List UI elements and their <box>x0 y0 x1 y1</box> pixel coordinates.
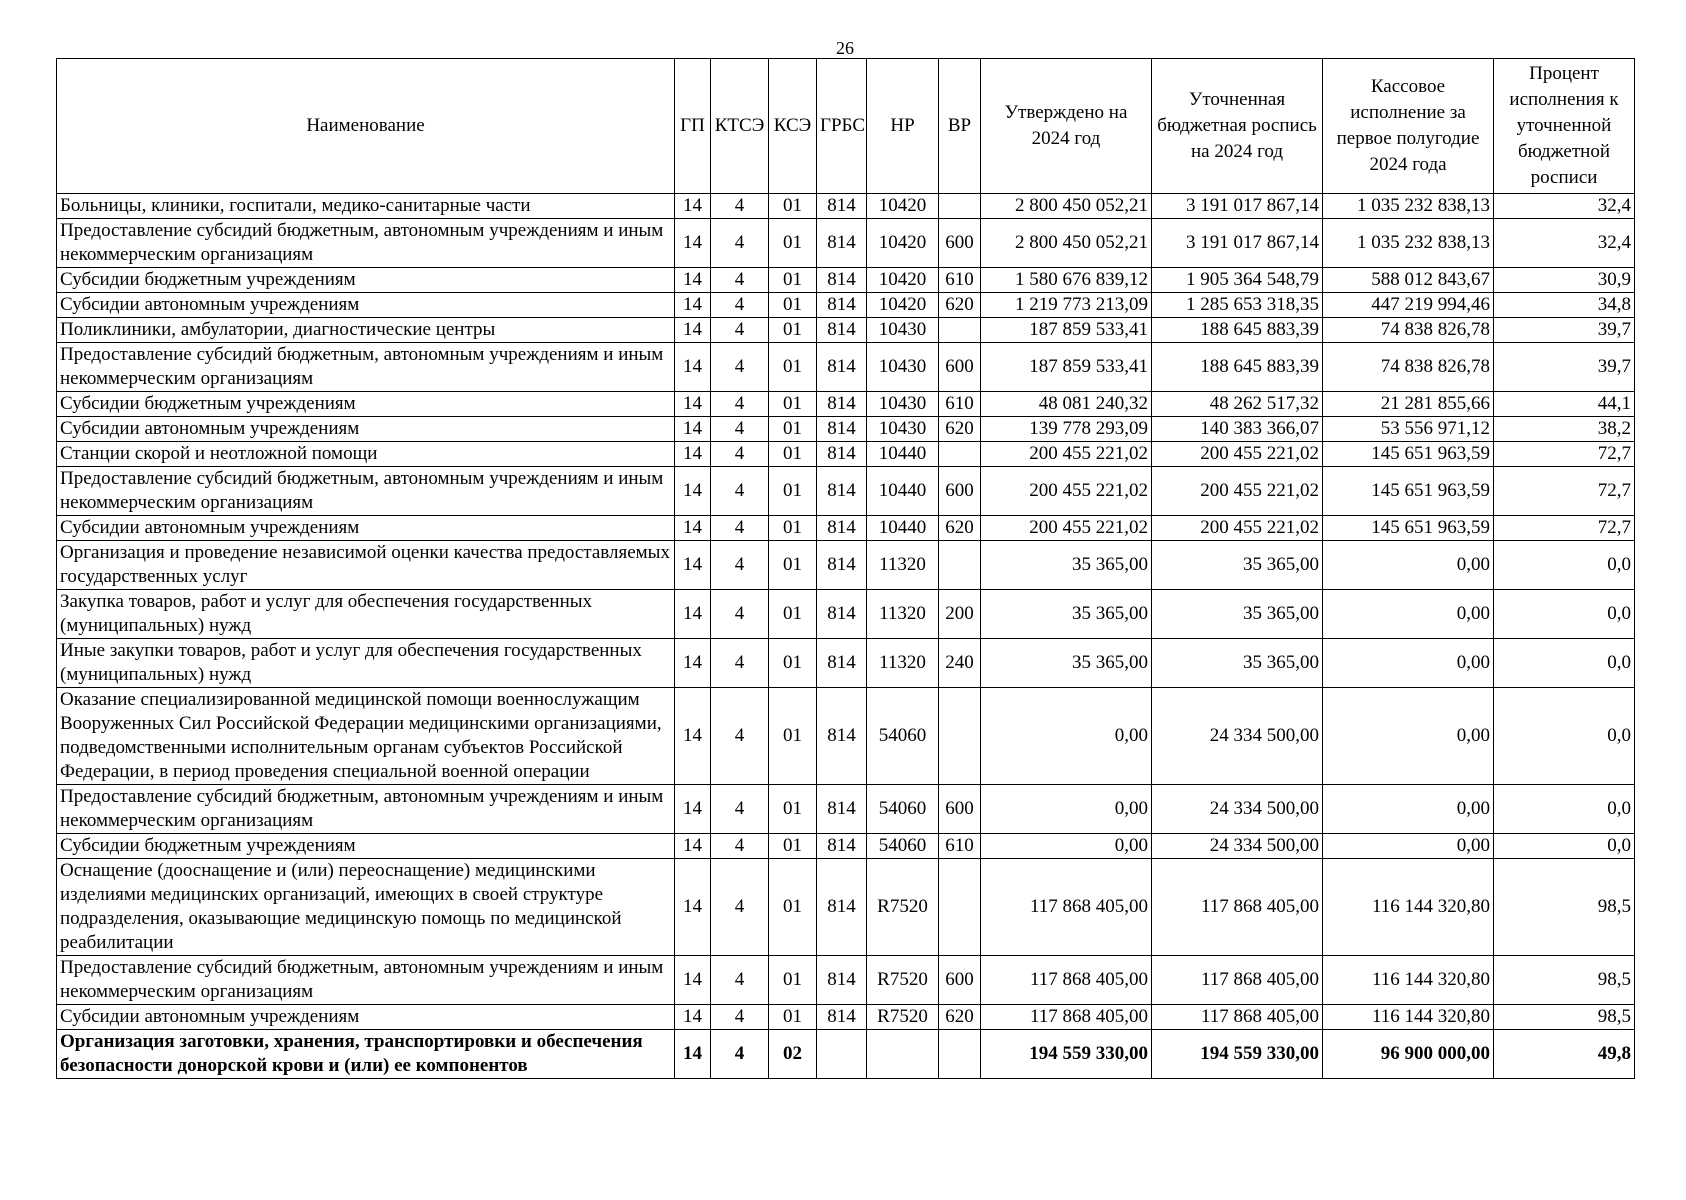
cell-name: Субсидии автономным учреждениям <box>57 417 675 442</box>
cell-vr <box>939 1030 981 1079</box>
cell-revised: 48 262 517,32 <box>1152 392 1323 417</box>
cell-revised: 194 559 330,00 <box>1152 1030 1323 1079</box>
cell-nr: 10420 <box>867 219 939 268</box>
cell-approved: 117 868 405,00 <box>981 1005 1152 1030</box>
cell-gp: 14 <box>675 467 711 516</box>
cell-name: Станции скорой и неотложной помощи <box>57 442 675 467</box>
table-row <box>57 688 1635 785</box>
cell-gp: 14 <box>675 516 711 541</box>
header-gp: ГП <box>675 59 711 194</box>
cell-cash: 0,00 <box>1323 688 1494 785</box>
table-row <box>57 318 1635 343</box>
cell-vr: 240 <box>939 639 981 688</box>
cell-gp: 14 <box>675 688 711 785</box>
cell-percent: 30,9 <box>1494 268 1635 293</box>
header-name: Наименование <box>57 59 675 194</box>
header-cash: Кассовое исполнение за первое полугодие 2024 года <box>1323 59 1494 194</box>
cell-revised: 200 455 221,02 <box>1152 516 1323 541</box>
cell-gp: 14 <box>675 956 711 1005</box>
cell-grbs: 814 <box>817 1005 867 1030</box>
cell-percent: 39,7 <box>1494 343 1635 392</box>
cell-approved: 194 559 330,00 <box>981 1030 1152 1079</box>
cell-grbs: 814 <box>817 343 867 392</box>
cell-ktse: 4 <box>711 219 769 268</box>
cell-name: Субсидии бюджетным учреждениям <box>57 834 675 859</box>
cell-kse: 01 <box>769 859 817 956</box>
cell-ktse: 4 <box>711 467 769 516</box>
table-row <box>57 293 1635 318</box>
cell-kse: 01 <box>769 392 817 417</box>
cell-vr: 200 <box>939 590 981 639</box>
cell-gp: 14 <box>675 1030 711 1079</box>
cell-ktse: 4 <box>711 293 769 318</box>
cell-name: Предоставление субсидий бюджетным, автономным учреждениям и иным некоммерческим организациям <box>57 343 675 392</box>
cell-vr: 620 <box>939 293 981 318</box>
page-number: 26 <box>836 38 854 58</box>
cell-gp: 14 <box>675 1005 711 1030</box>
cell-approved: 1 219 773 213,09 <box>981 293 1152 318</box>
cell-grbs: 814 <box>817 541 867 590</box>
header-revised: Уточненная бюджетная роспись на 2024 год <box>1152 59 1323 194</box>
cell-nr: 10440 <box>867 467 939 516</box>
cell-approved: 139 778 293,09 <box>981 417 1152 442</box>
cell-cash: 21 281 855,66 <box>1323 392 1494 417</box>
cell-name: Организация и проведение независимой оценки качества предоставляемых государственных услуг <box>57 541 675 590</box>
cell-approved: 117 868 405,00 <box>981 859 1152 956</box>
cell-percent: 72,7 <box>1494 467 1635 516</box>
cell-gp: 14 <box>675 590 711 639</box>
cell-percent: 0,0 <box>1494 639 1635 688</box>
cell-gp: 14 <box>675 268 711 293</box>
cell-nr: 54060 <box>867 785 939 834</box>
cell-ktse: 4 <box>711 318 769 343</box>
cell-nr: 10430 <box>867 343 939 392</box>
cell-kse: 01 <box>769 688 817 785</box>
cell-percent: 49,8 <box>1494 1030 1635 1079</box>
cell-gp: 14 <box>675 417 711 442</box>
cell-kse: 01 <box>769 541 817 590</box>
cell-percent: 98,5 <box>1494 1005 1635 1030</box>
cell-ktse: 4 <box>711 194 769 219</box>
cell-name: Организация заготовки, хранения, транспортировки и обеспечения безопасности донорской крови и (или) ее компонентов <box>57 1030 675 1079</box>
cell-grbs: 814 <box>817 688 867 785</box>
cell-vr: 620 <box>939 417 981 442</box>
table-row <box>57 785 1635 834</box>
cell-ktse: 4 <box>711 516 769 541</box>
cell-approved: 35 365,00 <box>981 590 1152 639</box>
cell-grbs: 814 <box>817 318 867 343</box>
cell-revised: 200 455 221,02 <box>1152 467 1323 516</box>
cell-revised: 117 868 405,00 <box>1152 859 1323 956</box>
cell-kse: 01 <box>769 318 817 343</box>
cell-approved: 35 365,00 <box>981 541 1152 590</box>
cell-cash: 0,00 <box>1323 639 1494 688</box>
budget-execution-table <box>56 58 1635 1079</box>
table-row <box>57 834 1635 859</box>
cell-nr: 10440 <box>867 516 939 541</box>
cell-ktse: 4 <box>711 956 769 1005</box>
table-row <box>57 590 1635 639</box>
cell-percent: 98,5 <box>1494 956 1635 1005</box>
cell-vr: 610 <box>939 834 981 859</box>
cell-ktse: 4 <box>711 859 769 956</box>
cell-grbs: 814 <box>817 293 867 318</box>
cell-percent: 38,2 <box>1494 417 1635 442</box>
cell-vr <box>939 194 981 219</box>
cell-gp: 14 <box>675 194 711 219</box>
cell-nr: 10430 <box>867 392 939 417</box>
cell-grbs: 814 <box>817 785 867 834</box>
cell-nr: 54060 <box>867 688 939 785</box>
cell-gp: 14 <box>675 219 711 268</box>
table-row <box>57 194 1635 219</box>
cell-cash: 116 144 320,80 <box>1323 956 1494 1005</box>
cell-ktse: 4 <box>711 590 769 639</box>
cell-name: Закупка товаров, работ и услуг для обеспечения государственных (муниципальных) нужд <box>57 590 675 639</box>
cell-ktse: 4 <box>711 268 769 293</box>
cell-cash: 1 035 232 838,13 <box>1323 194 1494 219</box>
cell-revised: 35 365,00 <box>1152 590 1323 639</box>
cell-revised: 188 645 883,39 <box>1152 318 1323 343</box>
cell-kse: 01 <box>769 442 817 467</box>
table-row <box>57 1005 1635 1030</box>
table-row <box>57 268 1635 293</box>
cell-grbs: 814 <box>817 956 867 1005</box>
cell-ktse: 4 <box>711 834 769 859</box>
table-row <box>57 392 1635 417</box>
cell-vr <box>939 688 981 785</box>
cell-nr: 11320 <box>867 590 939 639</box>
cell-revised: 140 383 366,07 <box>1152 417 1323 442</box>
cell-nr: 10430 <box>867 318 939 343</box>
cell-cash: 0,00 <box>1323 590 1494 639</box>
cell-name: Оснащение (дооснащение и (или) переоснащение) медицинскими изделиями медицинских организаций, имеющих в своей структуре подразделения, оказывающие медицинскую помощь по медицинской реабилитации <box>57 859 675 956</box>
cell-vr: 620 <box>939 1005 981 1030</box>
cell-cash: 116 144 320,80 <box>1323 859 1494 956</box>
cell-revised: 24 334 500,00 <box>1152 834 1323 859</box>
cell-grbs: 814 <box>817 442 867 467</box>
cell-grbs <box>817 1030 867 1079</box>
cell-percent: 72,7 <box>1494 516 1635 541</box>
cell-approved: 35 365,00 <box>981 639 1152 688</box>
cell-revised: 1 905 364 548,79 <box>1152 268 1323 293</box>
cell-grbs: 814 <box>817 590 867 639</box>
cell-vr <box>939 442 981 467</box>
cell-vr: 600 <box>939 467 981 516</box>
cell-approved: 200 455 221,02 <box>981 442 1152 467</box>
cell-nr: 11320 <box>867 639 939 688</box>
table-body <box>57 194 1635 1079</box>
cell-gp: 14 <box>675 785 711 834</box>
cell-name: Субсидии бюджетным учреждениям <box>57 268 675 293</box>
table-row <box>57 516 1635 541</box>
cell-revised: 35 365,00 <box>1152 639 1323 688</box>
cell-percent: 0,0 <box>1494 541 1635 590</box>
cell-percent: 0,0 <box>1494 785 1635 834</box>
cell-nr: 10420 <box>867 293 939 318</box>
header-ktse: КТСЭ <box>711 59 769 194</box>
table-row <box>57 639 1635 688</box>
cell-ktse: 4 <box>711 442 769 467</box>
cell-approved: 2 800 450 052,21 <box>981 219 1152 268</box>
header-kse: КСЭ <box>769 59 817 194</box>
cell-approved: 0,00 <box>981 834 1152 859</box>
cell-grbs: 814 <box>817 194 867 219</box>
cell-revised: 188 645 883,39 <box>1152 343 1323 392</box>
cell-vr: 600 <box>939 343 981 392</box>
cell-cash: 74 838 826,78 <box>1323 318 1494 343</box>
cell-cash: 0,00 <box>1323 834 1494 859</box>
cell-vr: 610 <box>939 268 981 293</box>
cell-approved: 187 859 533,41 <box>981 318 1152 343</box>
cell-grbs: 814 <box>817 859 867 956</box>
cell-ktse: 4 <box>711 343 769 392</box>
cell-ktse: 4 <box>711 639 769 688</box>
cell-grbs: 814 <box>817 219 867 268</box>
cell-percent: 32,4 <box>1494 219 1635 268</box>
cell-grbs: 814 <box>817 392 867 417</box>
cell-cash: 53 556 971,12 <box>1323 417 1494 442</box>
cell-kse: 01 <box>769 516 817 541</box>
cell-grbs: 814 <box>817 417 867 442</box>
cell-kse: 01 <box>769 194 817 219</box>
cell-cash: 145 651 963,59 <box>1323 516 1494 541</box>
cell-approved: 2 800 450 052,21 <box>981 194 1152 219</box>
cell-nr: R7520 <box>867 956 939 1005</box>
cell-name: Иные закупки товаров, работ и услуг для обеспечения государственных (муниципальных) нужд <box>57 639 675 688</box>
cell-kse: 01 <box>769 956 817 1005</box>
cell-vr <box>939 318 981 343</box>
cell-kse: 01 <box>769 293 817 318</box>
cell-gp: 14 <box>675 859 711 956</box>
cell-nr: 10440 <box>867 442 939 467</box>
header-percent: Процент исполнения к уточненной бюджетной росписи <box>1494 59 1635 194</box>
cell-cash: 145 651 963,59 <box>1323 442 1494 467</box>
cell-cash: 145 651 963,59 <box>1323 467 1494 516</box>
cell-kse: 01 <box>769 1005 817 1030</box>
cell-cash: 447 219 994,46 <box>1323 293 1494 318</box>
cell-kse: 01 <box>769 417 817 442</box>
cell-approved: 48 081 240,32 <box>981 392 1152 417</box>
cell-percent: 98,5 <box>1494 859 1635 956</box>
cell-vr: 620 <box>939 516 981 541</box>
cell-percent: 72,7 <box>1494 442 1635 467</box>
cell-name: Предоставление субсидий бюджетным, автономным учреждениям и иным некоммерческим организациям <box>57 956 675 1005</box>
cell-revised: 200 455 221,02 <box>1152 442 1323 467</box>
cell-name: Поликлиники, амбулатории, диагностические центры <box>57 318 675 343</box>
cell-approved: 200 455 221,02 <box>981 516 1152 541</box>
cell-cash: 0,00 <box>1323 541 1494 590</box>
cell-approved: 1 580 676 839,12 <box>981 268 1152 293</box>
cell-percent: 32,4 <box>1494 194 1635 219</box>
cell-percent: 34,8 <box>1494 293 1635 318</box>
cell-kse: 01 <box>769 834 817 859</box>
cell-name: Субсидии автономным учреждениям <box>57 293 675 318</box>
cell-vr: 600 <box>939 785 981 834</box>
cell-name: Субсидии автономным учреждениям <box>57 1005 675 1030</box>
cell-kse: 01 <box>769 219 817 268</box>
cell-ktse: 4 <box>711 1005 769 1030</box>
cell-kse: 02 <box>769 1030 817 1079</box>
cell-revised: 3 191 017 867,14 <box>1152 194 1323 219</box>
cell-vr <box>939 859 981 956</box>
table-row <box>57 417 1635 442</box>
header-vr: ВР <box>939 59 981 194</box>
cell-grbs: 814 <box>817 834 867 859</box>
cell-cash: 0,00 <box>1323 785 1494 834</box>
cell-revised: 117 868 405,00 <box>1152 956 1323 1005</box>
cell-nr: 10430 <box>867 417 939 442</box>
cell-revised: 1 285 653 318,35 <box>1152 293 1323 318</box>
cell-vr <box>939 541 981 590</box>
cell-gp: 14 <box>675 318 711 343</box>
cell-gp: 14 <box>675 834 711 859</box>
cell-grbs: 814 <box>817 516 867 541</box>
cell-approved: 117 868 405,00 <box>981 956 1152 1005</box>
table-header-row <box>57 59 1635 194</box>
cell-nr: R7520 <box>867 859 939 956</box>
cell-gp: 14 <box>675 541 711 590</box>
table-row <box>57 541 1635 590</box>
cell-ktse: 4 <box>711 417 769 442</box>
header-approved: Утверждено на 2024 год <box>981 59 1152 194</box>
cell-nr: 11320 <box>867 541 939 590</box>
cell-name: Оказание специализированной медицинской помощи военнослужащим Вооруженных Сил Российской Федерации медицинскими организациями, подведомственными исполнительным органам субъектов Российской Федерации, в период проведения специальной военной операции <box>57 688 675 785</box>
cell-nr: R7520 <box>867 1005 939 1030</box>
cell-vr: 610 <box>939 392 981 417</box>
cell-nr <box>867 1030 939 1079</box>
cell-kse: 01 <box>769 590 817 639</box>
cell-name: Субсидии бюджетным учреждениям <box>57 392 675 417</box>
cell-gp: 14 <box>675 639 711 688</box>
cell-gp: 14 <box>675 293 711 318</box>
cell-revised: 3 191 017 867,14 <box>1152 219 1323 268</box>
cell-nr: 10420 <box>867 194 939 219</box>
table-row <box>57 956 1635 1005</box>
cell-name: Больницы, клиники, госпитали, медико-санитарные части <box>57 194 675 219</box>
cell-revised: 35 365,00 <box>1152 541 1323 590</box>
cell-gp: 14 <box>675 442 711 467</box>
cell-revised: 24 334 500,00 <box>1152 785 1323 834</box>
cell-revised: 117 868 405,00 <box>1152 1005 1323 1030</box>
cell-grbs: 814 <box>817 268 867 293</box>
cell-cash: 96 900 000,00 <box>1323 1030 1494 1079</box>
cell-percent: 0,0 <box>1494 688 1635 785</box>
cell-name: Субсидии автономным учреждениям <box>57 516 675 541</box>
cell-approved: 187 859 533,41 <box>981 343 1152 392</box>
cell-approved: 0,00 <box>981 688 1152 785</box>
cell-approved: 200 455 221,02 <box>981 467 1152 516</box>
cell-kse: 01 <box>769 268 817 293</box>
cell-kse: 01 <box>769 639 817 688</box>
cell-ktse: 4 <box>711 688 769 785</box>
cell-percent: 39,7 <box>1494 318 1635 343</box>
cell-cash: 74 838 826,78 <box>1323 343 1494 392</box>
cell-name: Предоставление субсидий бюджетным, автономным учреждениям и иным некоммерческим организациям <box>57 467 675 516</box>
cell-name: Предоставление субсидий бюджетным, автономным учреждениям и иным некоммерческим организациям <box>57 219 675 268</box>
cell-nr: 10420 <box>867 268 939 293</box>
cell-kse: 01 <box>769 467 817 516</box>
cell-cash: 1 035 232 838,13 <box>1323 219 1494 268</box>
cell-cash: 588 012 843,67 <box>1323 268 1494 293</box>
table-row <box>57 1030 1635 1079</box>
cell-kse: 01 <box>769 785 817 834</box>
table-row <box>57 219 1635 268</box>
table-row <box>57 859 1635 956</box>
cell-percent: 0,0 <box>1494 834 1635 859</box>
cell-grbs: 814 <box>817 467 867 516</box>
cell-vr: 600 <box>939 219 981 268</box>
header-grbs: ГРБС <box>817 59 867 194</box>
cell-gp: 14 <box>675 392 711 417</box>
cell-cash: 116 144 320,80 <box>1323 1005 1494 1030</box>
cell-ktse: 4 <box>711 541 769 590</box>
header-nr: НР <box>867 59 939 194</box>
cell-gp: 14 <box>675 343 711 392</box>
cell-ktse: 4 <box>711 1030 769 1079</box>
table-row <box>57 442 1635 467</box>
table-row <box>57 467 1635 516</box>
cell-name: Предоставление субсидий бюджетным, автономным учреждениям и иным некоммерческим организациям <box>57 785 675 834</box>
table-row <box>57 343 1635 392</box>
cell-grbs: 814 <box>817 639 867 688</box>
cell-percent: 0,0 <box>1494 590 1635 639</box>
cell-nr: 54060 <box>867 834 939 859</box>
cell-revised: 24 334 500,00 <box>1152 688 1323 785</box>
cell-percent: 44,1 <box>1494 392 1635 417</box>
cell-vr: 600 <box>939 956 981 1005</box>
cell-ktse: 4 <box>711 392 769 417</box>
cell-kse: 01 <box>769 343 817 392</box>
cell-approved: 0,00 <box>981 785 1152 834</box>
cell-ktse: 4 <box>711 785 769 834</box>
